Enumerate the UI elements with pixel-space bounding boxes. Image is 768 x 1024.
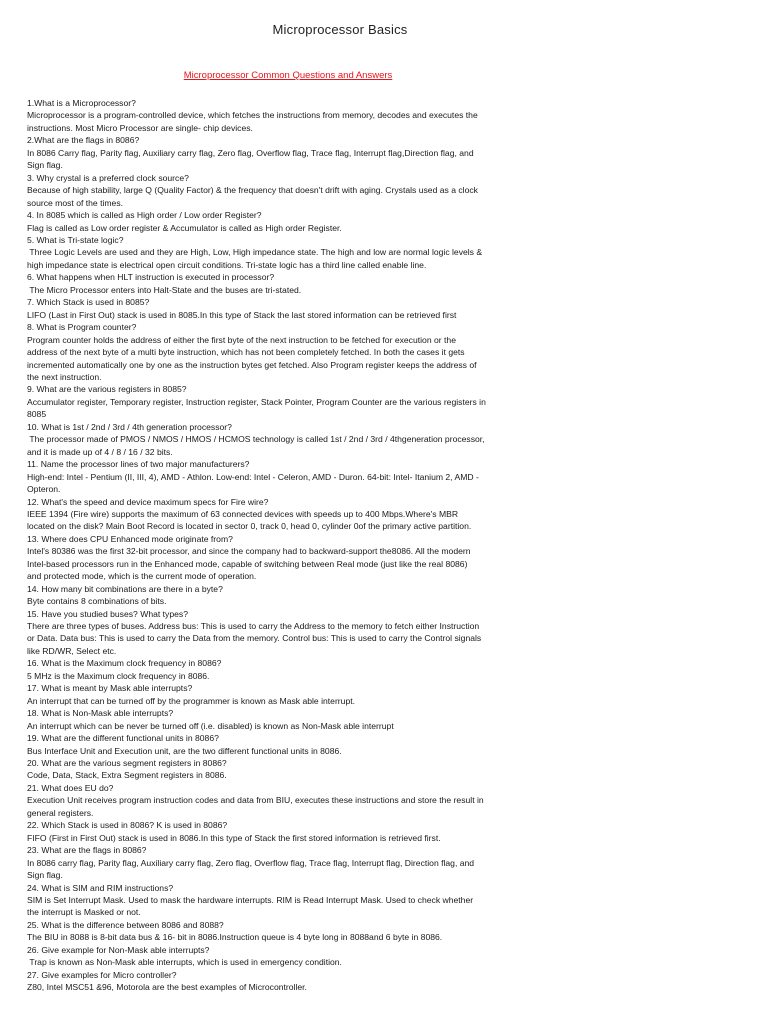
answer-line: the next instruction. [27,371,102,382]
question-line: 1.What is a Microprocessor? [27,98,136,108]
question-line: 13. Where does CPU Enhanced mode originate from? [27,533,233,544]
answer-line: source most of the times. [27,197,123,208]
answer-line: address of the next byte of a multi byte instruction, which has not been completely fetched. In both the cases it gets [27,347,465,358]
answer-line: Program counter holds the address of either the first byte of the next instruction to be fetched for execution or the [27,334,456,345]
question-line: 8. What is Program counter? [27,322,137,333]
answer-line: the interrupt is Masked or not. [27,907,141,918]
question-line: 21. What does EU do? [27,782,114,793]
answer-line: Bus Interface Unit and Execution unit, are the two different functional units in 8086. [27,745,342,756]
question-line: 20. What are the various segment registers in 8086? [27,758,227,769]
document-subtitle: Microprocessor Common Questions and Answers [183,70,393,81]
answer-line: An interrupt which can be never be turned off (i.e. disabled) is known as Non-Mask able interrupt [27,720,394,731]
answer-line: instructions. Most Micro Processor are single- chip devices. [27,122,253,133]
answer-line: Flag is called as Low order register & Accumulator is called as High order Register. [27,222,342,233]
answer-line: The processor made of PMOS / NMOS / HMOS / HCMOS technology is called 1st / 2nd / 3rd / 4thgeneration processor, [27,434,485,445]
question-line: 22. Which Stack is used in 8086? K is used in 8086? [27,820,228,831]
answer-line: LIFO (Last in First Out) stack is used in 8085.In this type of Stack the last stored information can be retrieved first [27,309,457,320]
question-line: 2.What are the flags in 8086? [27,135,140,146]
answer-line: incremented automatically one by one as the instruction bytes get fetched. Also Program register keeps the address of [27,359,477,370]
answer-line: In 8086 carry flag, Parity flag, Auxiliary carry flag, Zero flag, Overflow flag, Trace flag, Interrupt flag, Direction flag, and [27,857,475,868]
answer-line: general registers. [27,807,94,818]
question-line: 25. What is the difference between 8086 and 8088? [27,919,224,930]
page-title: Microprocessor Basics [272,22,408,37]
question-line: 6. What happens when HLT instruction is executed in processor? [27,272,275,283]
answer-line: The Micro Processor enters into Halt-State and the buses are tri-stated. [27,284,302,295]
question-line: 7. Which Stack is used in 8085? [27,297,150,308]
answer-line: Accumulator register, Temporary register, Instruction register, Stack Pointer, Program Counter are the various registers in [27,396,486,407]
answer-line: Microprocessor is a program-controlled device, which fetches the instructions from memory, decodes and executes the [27,110,478,121]
question-line: 26. Give example for Non-Mask able interrupts? [27,944,210,955]
answer-line: and protected mode, which is the current mode of operation. [27,571,257,582]
question-line: 11. Name the processor lines of two major manufacturers? [27,459,250,470]
answer-line: Code, Data, Stack, Extra Segment registers in 8086. [27,770,227,781]
answer-line: Byte contains 8 combinations of bits. [27,596,167,607]
answer-line: or Data. Data bus: This is used to carry the Data from the memory. Control bus: This is used to carry the Control signals [27,633,482,644]
question-line: 5. What is Tri-state logic? [27,234,124,245]
question-line: 9. What are the various registers in 8085? [27,384,187,395]
question-line: 12. What's the speed and device maximum specs for Fire wire? [27,496,269,507]
answer-line: Because of high stability, large Q (Quality Factor) & the frequency that doesn't drift with aging. Crystals used as a clock [27,185,478,196]
answer-line: Trap is known as Non-Mask able interrupts, which is used in emergency condition. [27,957,342,968]
answer-line: Opteron. [27,484,61,495]
answer-line: FIFO (First in First Out) stack is used in 8086.In this type of Stack the first stored information is retrieved first. [27,832,441,843]
question-line: 3. Why crystal is a preferred clock source? [27,172,189,183]
answer-line: An interrupt that can be turned off by the programmer is known as Mask able interrupt. [27,695,356,706]
answer-line: Sign flag. [27,870,63,881]
answer-line: High-end: Intel - Pentium (II, III, 4), AMD - Athlon. Low-end: Intel - Celeron, AMD - Duron. 64-bit: Intel- Itanium 2, AMD - [27,471,479,482]
question-line: 18. What is Non-Mask able interrupts? [27,708,174,719]
qa-body [27,97,543,994]
question-line: 24. What is SIM and RIM instructions? [27,882,174,893]
answer-line: Sign flag. [27,160,63,171]
question-line: 27. Give examples for Micro controller? [27,969,177,980]
answer-line: IEEE 1394 (Fire wire) supports the maximum of 63 connected devices with speeds up to 400 Mbps.Where's MBR [27,508,459,519]
question-line: 15. Have you studied buses? What types? [27,608,188,619]
answer-line: In 8086 Carry flag, Parity flag, Auxiliary carry flag, Zero flag, Overflow flag, Trace flag, Interrupt flag,Direction flag, and [27,147,474,158]
answer-line: Z80, Intel MSC51 &96, Motorola are the best examples of Microcontroller. [27,982,307,993]
answer-line: There are three types of buses. Address bus: This is used to carry the Address to the memory to fetch either Instruction [27,621,480,632]
question-line: 19. What are the different functional units in 8086? [27,733,219,744]
answer-line: 5 MHz is the Maximum clock frequency in 8086. [27,670,210,681]
answer-line: and it is made up of 4 / 8 / 16 / 32 bits. [27,446,173,457]
question-line: 23. What are the flags in 8086? [27,845,147,856]
question-line: 16. What is the Maximum clock frequency in 8086? [27,658,222,669]
question-line: 17. What is meant by Mask able interrupts? [27,683,193,694]
answer-line: The BIU in 8088 is 8-bit data bus & 16- bit in 8086.Instruction queue is 4 byte long in 8088and 6 byte in 8086. [27,932,443,943]
answer-line: Three Logic Levels are used and they are High, Low, High impedance state. The high and low are normal logic levels & [27,247,483,258]
answer-line: high impedance state is electrical open circuit conditions. Tri-state logic has a third line called enable line. [27,259,427,270]
answer-line: SIM is Set Interrupt Mask. Used to mask the hardware interrupts. RIM is Read Interrupt Mask. Used to check whether [27,895,474,905]
question-line: 4. In 8085 which is called as High order / Low order Register? [27,210,262,221]
answer-line: Execution Unit receives program instruction codes and data from BIU, executes these instructions and store the result in [27,795,484,806]
answer-line: located on the disk? Main Boot Record is located in sector 0, track 0, head 0, cylinder 0of the primary active partition. [27,521,472,532]
answer-line: 8085 [27,409,47,420]
answer-line: like RD/WR, Select etc. [27,645,117,656]
question-line: 10. What is 1st / 2nd / 3rd / 4th generation processor? [27,421,232,432]
answer-line: Intel's 80386 was the first 32-bit processor, and since the company had to backward-support the8086. All the modern [27,546,471,557]
question-line: 14. How many bit combinations are there in a byte? [27,583,223,594]
answer-line: Intel-based processors run in the Enhanced mode, capable of switching between Real mode (just like the real 8086) [27,558,468,569]
